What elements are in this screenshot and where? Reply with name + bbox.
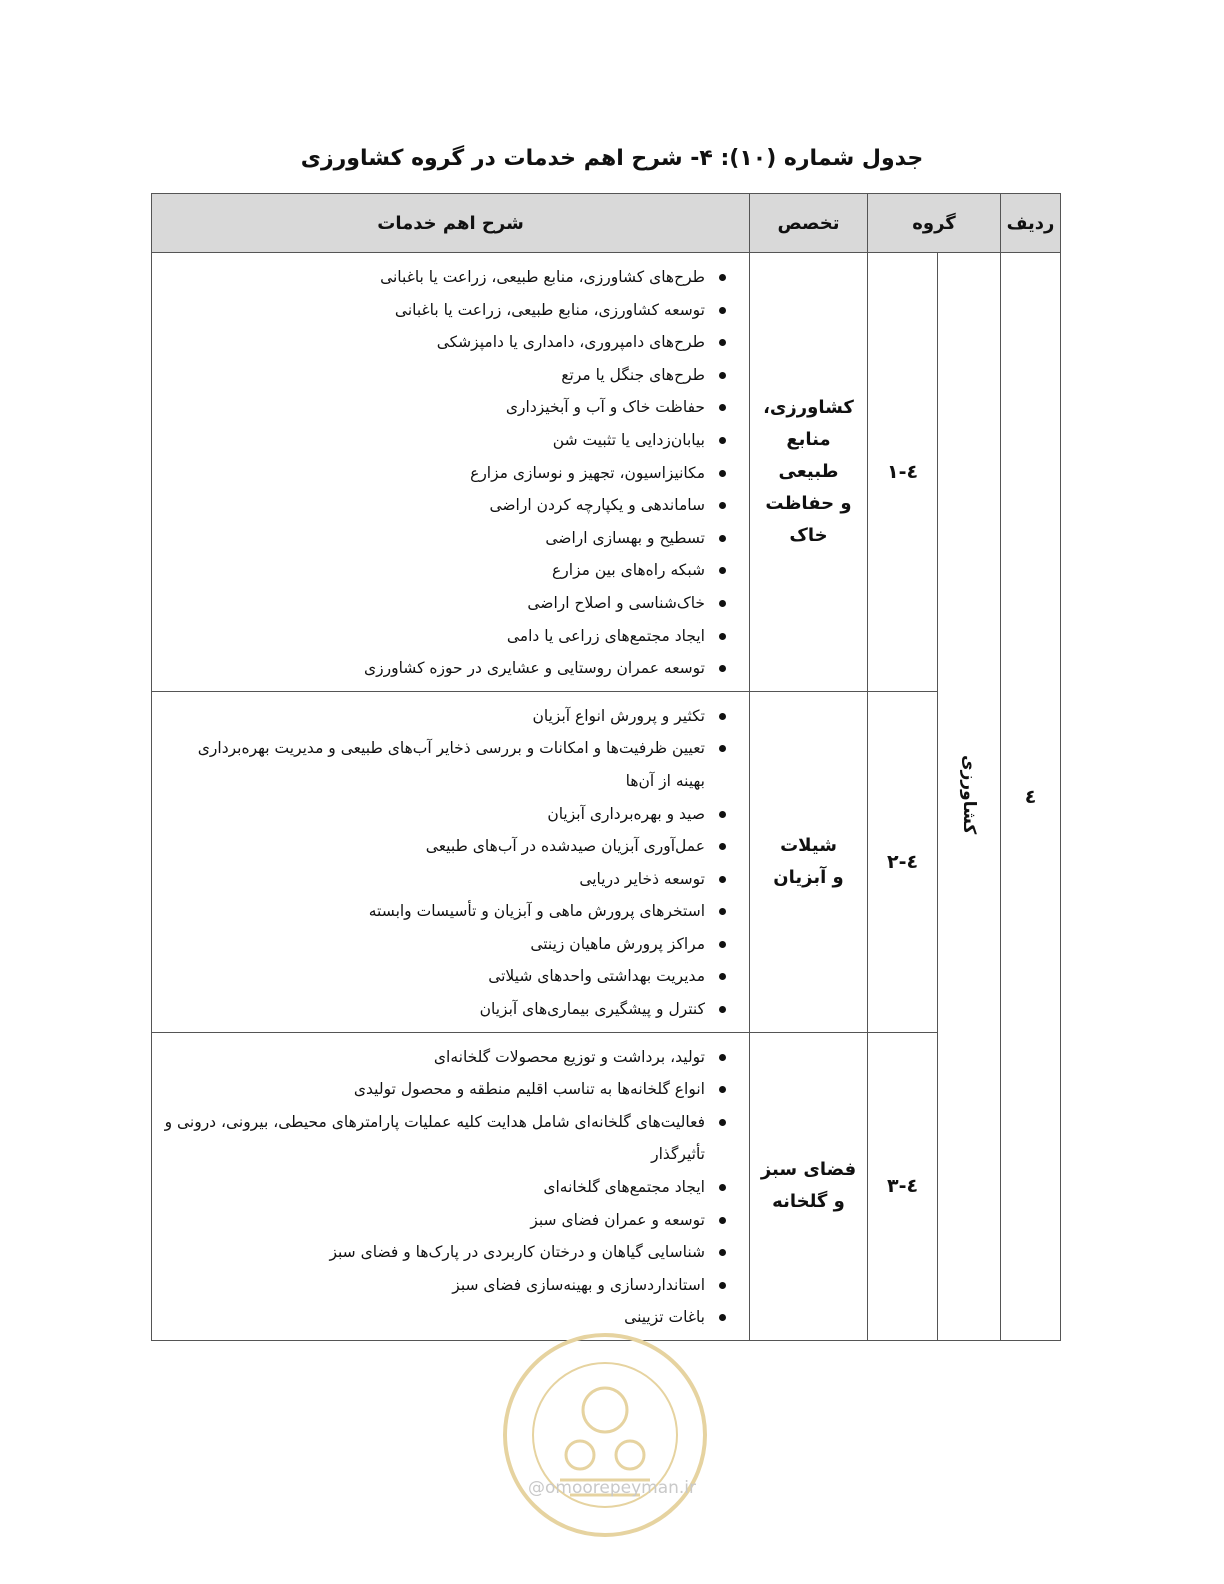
- service-item: کنترل و پیشگیری بیماری‌های آبزیان: [164, 993, 739, 1026]
- header-description: شرح اهم خدمات: [152, 194, 750, 253]
- service-item: مکانیزاسیون، تجهیز و نوسازی مزارع: [164, 457, 739, 490]
- specialty-cell: [750, 253, 868, 692]
- service-item: تکثیر و پرورش انواع آبزیان: [164, 700, 739, 733]
- service-item: حفاظت خاک و آب و آبخیزداری: [164, 391, 739, 424]
- seal-outer-ring: [505, 1335, 705, 1535]
- service-item: خاک‌شناسی و اصلاح اراضی: [164, 587, 739, 620]
- service-item: عمل‌آوری آبزیان صیدشده در آب‌های طبیعی: [164, 830, 739, 863]
- services-list: [164, 700, 739, 1026]
- service-item: بیابان‌زدایی یا تثبیت شن: [164, 424, 739, 457]
- services-list: [164, 261, 739, 685]
- service-item: تسطیح و بهسازی اراضی: [164, 522, 739, 555]
- service-item: ایجاد مجتمع‌های زراعی یا دامی: [164, 620, 739, 653]
- seal-gear-small: [566, 1441, 594, 1469]
- seal-gear: [583, 1388, 627, 1432]
- service-item: استخرهای پرورش ماهی و آبزیان و تأسیسات وابسته: [164, 895, 739, 928]
- specialty-cell: [750, 1032, 868, 1340]
- specialty-line: خاک: [789, 524, 828, 546]
- service-item: توسعه و عمران فضای سبز: [164, 1204, 739, 1237]
- service-item: طرح‌های دامپروری، دامداری یا دامپزشکی: [164, 326, 739, 359]
- group-name-cell: [938, 253, 1001, 1341]
- services-description-cell: [152, 253, 750, 692]
- service-item: ایجاد مجتمع‌های گلخانه‌ای: [164, 1171, 739, 1204]
- service-item: توسعه کشاورزی، منابع طبیعی، زراعت یا باغبانی: [164, 294, 739, 327]
- watermark-site-text: @omoorepeyman.ir: [527, 1478, 697, 1498]
- specialty-line: فضای سبز: [760, 1159, 857, 1181]
- service-item: انواع گلخانه‌ها به تناسب اقلیم منطقه و محصول تولیدی: [164, 1073, 739, 1106]
- service-item: شبکه راه‌های بین مزارع: [164, 554, 739, 587]
- services-table: [151, 193, 1061, 1341]
- service-item: تعیین ظرفیت‌ها و امکانات و بررسی ذخایر آب‌های طبیعی و مدیریت بهره‌برداری بهینه از آن‌ها: [164, 732, 739, 797]
- service-item: مدیریت بهداشتی واحدهای شیلاتی: [164, 960, 739, 993]
- service-item: شناسایی گیاهان و درختان کاربردی در پارک‌ها و فضای سبز: [164, 1236, 739, 1269]
- specialty-line: و آبزیان: [773, 866, 844, 888]
- specialty-line: کشاورزی،: [763, 396, 854, 418]
- seal-rings: [505, 1335, 705, 1535]
- table-row: [152, 1032, 1061, 1340]
- header-group: گروه: [868, 194, 1001, 253]
- group-code-cell: ٤-٢: [868, 691, 938, 1032]
- header-row-number: ردیف: [1001, 194, 1061, 253]
- services-list: [164, 1041, 739, 1334]
- specialty-cell: [750, 691, 868, 1032]
- group-code-cell: ٤-٣: [868, 1032, 938, 1340]
- header-specialty: تخصص: [750, 194, 868, 253]
- table-header-row: [152, 194, 1061, 253]
- watermark-seal-icon: [500, 1330, 710, 1540]
- specialty-line: و حفاظت: [765, 492, 852, 514]
- specialty-line: منابع طبیعی: [778, 428, 839, 482]
- service-item: فعالیت‌های گلخانه‌ای شامل هدایت کلیه عملیات پارامترهای محیطی، بیرونی، درونی و تأثیرگذار: [164, 1106, 739, 1171]
- specialty-line: شیلات: [780, 834, 837, 856]
- service-item: توسعه عمران روستایی و عشایری در حوزه کشاورزی: [164, 652, 739, 685]
- service-item: تولید، برداشت و توزیع محصولات گلخانه‌ای: [164, 1041, 739, 1074]
- service-item: مراکز پرورش ماهیان زینتی: [164, 928, 739, 961]
- table-row: [152, 253, 1061, 692]
- group-name: کشاورزی: [959, 754, 980, 835]
- service-item: توسعه ذخایر دریایی: [164, 863, 739, 896]
- group-code-cell: ٤-١: [868, 253, 938, 692]
- services-description-cell: [152, 1032, 750, 1340]
- seal-gear-small: [616, 1441, 644, 1469]
- service-item: طرح‌های کشاورزی، منابع طبیعی، زراعت یا باغبانی: [164, 261, 739, 294]
- service-item: استانداردسازی و بهینه‌سازی فضای سبز: [164, 1269, 739, 1302]
- table-row: [152, 691, 1061, 1032]
- service-item: ساماندهی و یکپارچه کردن اراضی: [164, 489, 739, 522]
- specialty-line: و گلخانه: [772, 1191, 845, 1213]
- table-title: جدول شماره (۱۰): ۴- شرح اهم خدمات در گروه کشاورزی: [300, 146, 924, 171]
- row-number-cell: ٤: [1001, 253, 1061, 1341]
- service-item: صید و بهره‌برداری آبزیان: [164, 798, 739, 831]
- services-description-cell: [152, 691, 750, 1032]
- service-item: طرح‌های جنگل یا مرتع: [164, 359, 739, 392]
- service-item: باغات تزیینی: [164, 1301, 739, 1334]
